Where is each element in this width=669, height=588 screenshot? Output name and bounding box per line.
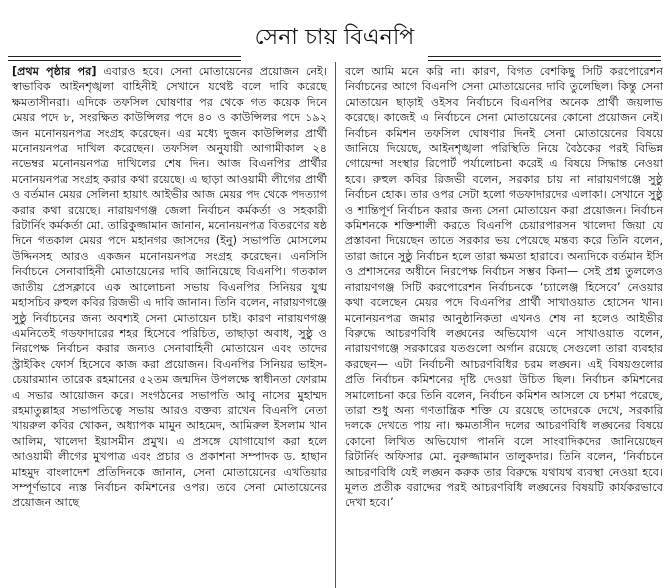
article-paragraph-left [12, 64, 327, 511]
article-column-right [345, 64, 663, 511]
article-headline: সেনা চায় বিএনপি [254, 25, 415, 50]
headline-rule-left [8, 56, 241, 61]
headline-rule-right [428, 56, 661, 61]
article-column-left [12, 64, 327, 511]
left-column-text: এবারও হবে। সেনা মোতায়েনের প্রয়োজন নেই। স্বাভাবিক আইনশৃঙ্খলা বাহিনীই সেখানে যথেষ্ট বলে দাবি করেছে ক্ষমতাসীনরা। এদিকে তফসিল ঘোষণার পর থেকে গত কয়েক দিনে মেয়র পদে ৮, সংরক্ষিত কাউন্সিলর পদে ৪০ ও কাউন্সিলর পদে ১৯২ জন মনোনয়নপত্র সংগ্রহ করেছেন। এর মধ্যে দুজন কাউন্সিলর প্রার্থী মনোনয়নপত্র দাখিল করেছেন। তফসিল অনুযায়ী আগামীকাল ২৪ নভেম্বর মনোনয়নপত্র দাখিলের শেষ দিন। আজ বিএনপির প্রার্থীর মনোনয়নপত্র সংগ্রহ করার কথা রয়েছে। এ ছাড়া আওয়ামী লীগের প্রার্থী ও বর্তমান মেয়র সেলিনা হায়াৎ আইভীর আজ মেয়র পদ থেকে পদত্যাগ করার কথা রয়েছে। নারায়ণগঞ্জ জেলা নির্বাচন কর্মকর্তা ও সহকারী রিটার্নিং কর্মকর্তা মো. তারিকুজ্জামান জানান, মনোনয়নপত্র বিতরণের ষষ্ঠ দিনে গতকাল মেয়র পদে মহানগর জাসদের (ইনু) সভাপতি মোসলেম উদ্দিনসহ আরও একজন মনোনয়নপত্র সংগ্রহ করেছেন। এনসিসি নির্বাচনে সেনাবাহিনী মোতায়েনের দাবি জানিয়েছে বিএনপি। গতকাল জাতীয় প্রেসক্লাবে এক আলোচনা সভায় বিএনপির সিনিয়র যুগ্ম মহাসচিব রুহুল কবির রিজভী এ দাবি জানান। তিনি বলেন, নারায়ণগঞ্জে সুষ্ঠু নির্বাচনের জন্য অবশ্যই সেনা মোতায়েন চাই। কারণ নারায়ণগঞ্জ এমনিতেই গডফাদারের শহর হিসেবে পরিচিত, তাছাড়া অবাধ, সুষ্ঠু ও নিরপেক্ষ নির্বাচন করার জন্যও সেনাবাহিনী মোতায়েন এবং তাদের স্ট্রাইকিং ফোর্স হিসেবে কাজ করা প্রয়োজন। বিএনপির সিনিয়র ভাইস-চেয়ারম্যান তারেক রহমানের ৫২তম জন্মদিন উপলক্ষে স্বাধীনতা ফোরাম এ সভার আয়োজন করে। সংগঠনের সভাপতি আবু নাসের মুহাম্মদ রহমাতুল্লাহর সভাপতিত্বে সভায় আরও বক্তব্য রাখেন বিএনপি নেতা খায়রুল কবির খোকন, অধ্যাপক মামুন আহমেদ, আমিরুল ইসলাম খান আলিম, খালেদা ইয়াসমীন প্রমুখ। এ প্রসঙ্গে যোগাযোগ করা হলে আওয়ামী লীগের মুখপাত্র এবং প্রচার ও প্রকাশনা সম্পাদক ড. হাছান মাহমুদ বাংলাদেশ প্রতিদিনকে জানান, সেনা মোতায়েনের এখতিয়ার সম্পূর্ণভাবে ন্যস্ত নির্বাচন কমিশনের ওপর। তবে সেনা মোতায়েনের প্রয়োজন আছে [12, 65, 327, 510]
right-column-text: বলে আমি মনে করি না। কারণ, বিগত বেশকিছু সিটি করপোরেশন নির্বাচনের আগে বিএনপি সেনা মোতায়েনের দাবি তুলেছিল। কিন্তু সেনা মোতায়েন ছাড়াই ওইসব নির্বাচনে বিএনপির অনেক প্রার্থী জয়লাভ করেছে। কাজেই এ নির্বাচনে সেনা মোতায়েনের কোনো প্রয়োজন নেই। নির্বাচন কমিশন তফসিল ঘোষণার দিনই সেনা মোতায়েনের বিষয়ে জানিয়ে দিয়েছে, আইনশৃঙ্খলা পরিস্থিতি নিয়ে বৈঠকের পরই বিভিন্ন গোয়েন্দা সংস্থার রিপোর্ট পর্যালোচনা করেই এ বিষয়ে সিদ্ধান্ত নেওয়া হবে। রুহুল কবির রিজভী বলেন, সরকার চায় না নারায়ণগঞ্জে সুষ্ঠু নির্বাচন হোক। তার ওপর সেটা হলো গডফাদারদের এলাকা। সেখানে সুষ্ঠু ও শান্তিপূর্ণ নির্বাচন করার জন্য সেনা মোতায়েন করা প্রয়োজন। নির্বাচন কমিশনকে শক্তিশালী করতে বিএনপি চেয়ারপারসন খালেদা জিয়া যে প্রস্তাবনা দিয়েছেন তাতে সরকার ভয় পেয়েছে মন্তব্য করে তিনি বলেন, তারা জানে সুষ্ঠু নির্বাচন হলে তারা ক্ষমতা হারাবে। অন্যদিকে বর্তমান ইসি ও প্রশাসনের অধীনে নিরপেক্ষ নির্বাচন সম্ভব কিনা— সেই প্রশ্ন তুললেও নারায়ণগঞ্জ সিটি করপোরেশন নির্বাচনকে ‘চ্যালেঞ্জ হিসেবে’ নেওয়ার কথা বলেছেন মেয়র পদে বিএনপির প্রার্থী সাখাওয়াত হোসেন খান। মনোনয়নপত্র জমার আনুষ্ঠানিকতা এখনও শেষ না হলেও আইভীর বিরুদ্ধে আচরণবিধি লঙ্ঘনের অভিযোগ এনে সাখাওয়াত বলেন, নারায়ণগঞ্জে সরকারের যতগুলো অর্গান রয়েছে সেগুলো তারা ব্যবহার করছেন— এটা নির্বাচনী আচরণবিধির চরম লঙ্ঘন। এই বিষয়গুলোর প্রতি নির্বাচন কমিশনের দৃষ্টি দেওয়া উচিত ছিল। নির্বাচন কমিশনের সমালোচনা করে তিনি বলেন, নির্বাচন কমিশন আসলে যে চশমা পরেছে, তারা শুধু অন্য গণতান্ত্রিক শক্তি যে রয়েছে তাদেরকে দেখে, সরকারি দলকে দেখতে পায় না। ক্ষমতাসীন দলের আচরণবিধি লঙ্ঘনের বিষয়ে কোনো লিখিত অভিযোগ পাননি বলে সাংবাদিকদের জানিয়েছেন রিটার্নিং অফিসার মো. নুরুজ্জামান তালুকদার। তিনি বলেন, ‘নির্বাচনে আচরণবিধি যেই লঙ্ঘন করুক তার বিরুদ্ধে যথাযথ ব্যবস্থা নেওয়া হবে। মূলত প্রতীক বরাদ্দের পরই আচরণবিধি লঙ্ঘনের বিষয়টি কার্যকরভাবে দেখা হবে।’ [345, 65, 663, 510]
column-divider [335, 62, 336, 588]
continued-from-front-label: [প্রথম পৃষ্ঠার পর] [12, 65, 97, 78]
